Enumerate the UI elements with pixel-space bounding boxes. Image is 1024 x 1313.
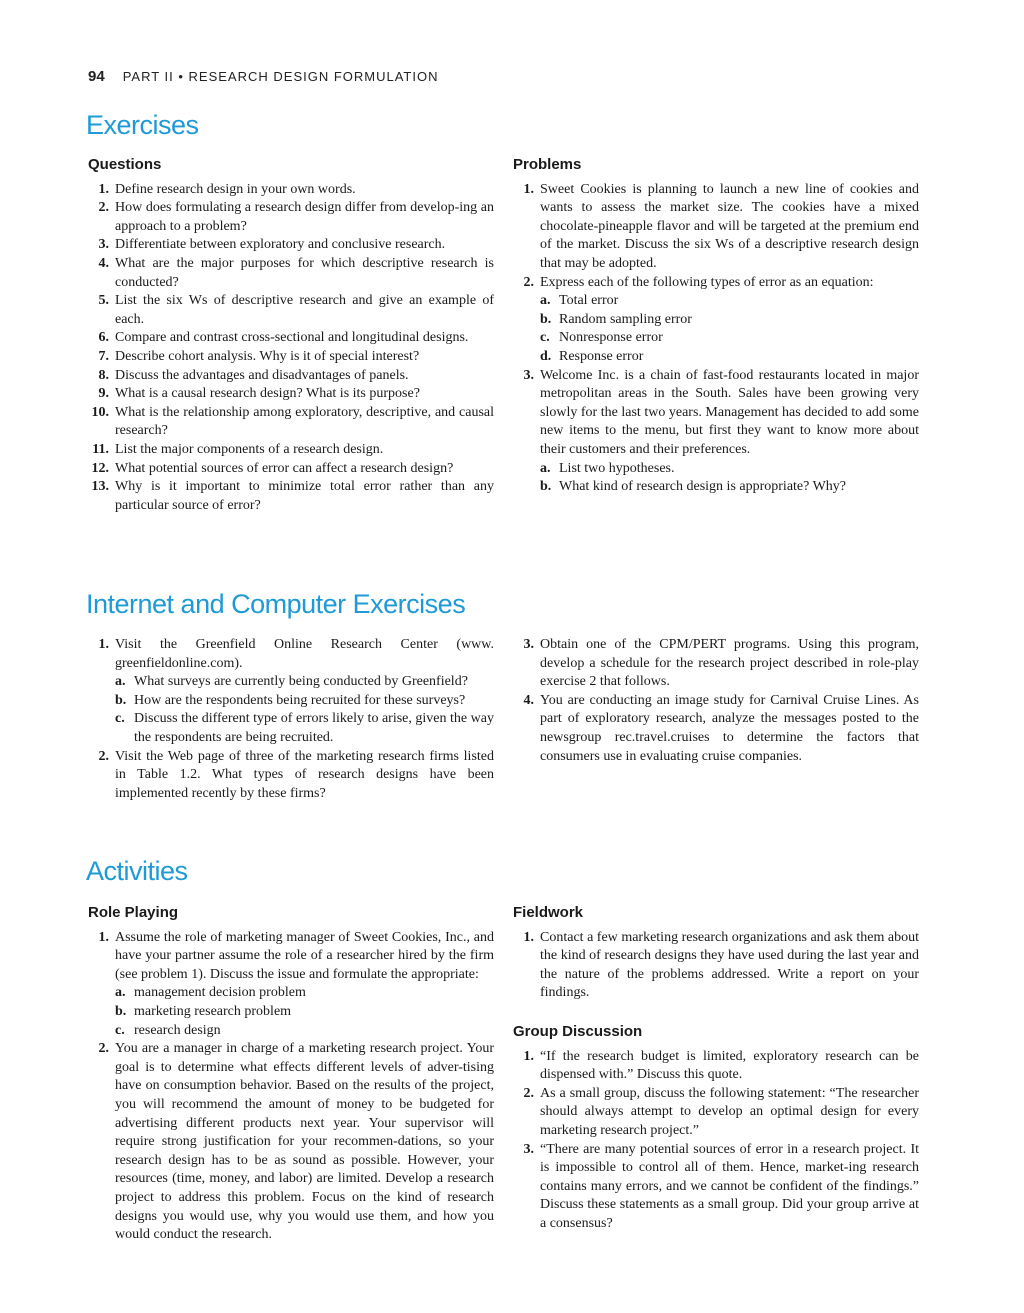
item-text: What potential sources of error can affect a research design?	[115, 460, 454, 476]
questions-list	[88, 181, 494, 516]
item-text: Visit the Greenfield Online Research Center (www. greenfieldonline.com).	[115, 637, 494, 671]
list-item	[88, 255, 494, 292]
internet-exercises-title: Internet and Computer Exercises	[86, 589, 466, 619]
item-number: 1.	[523, 1048, 534, 1064]
item-number: 13.	[91, 479, 109, 495]
sub-item-letter: b.	[540, 479, 552, 495]
sub-list-item	[115, 1003, 494, 1022]
role-playing-list	[88, 929, 494, 1245]
sub-list	[115, 984, 494, 1040]
questions-heading: Questions	[88, 156, 162, 173]
item-number: 6.	[98, 330, 109, 346]
sub-item-text: Total error	[559, 293, 619, 309]
item-number: 12.	[91, 460, 109, 476]
sub-item-letter: b.	[115, 692, 127, 708]
item-text: List the major components of a research design.	[115, 441, 384, 457]
sub-item-letter: a.	[540, 293, 551, 309]
sub-list-item	[115, 984, 494, 1003]
running-title: PART II • RESEARCH DESIGN FORMULATION	[122, 69, 439, 84]
item-text: Obtain one of the CPM/PERT programs. Using this program, develop a schedule for the research project described in role-play exercise 2 that follows.	[540, 637, 919, 690]
list-item	[513, 274, 919, 367]
list-item	[513, 636, 919, 692]
item-text: Why is it important to minimize total error rather than any particular source of error?	[115, 479, 494, 513]
item-number: 5.	[98, 293, 109, 309]
item-text: Assume the role of marketing manager of Sweet Cookies, Inc., and have your partner assume the role of a researcher hired by the firm (see problem 1). Discuss the issue and formulate the appropriate:	[115, 929, 494, 982]
sub-list	[115, 673, 494, 747]
list-item	[88, 1040, 494, 1245]
page-number: 94	[88, 68, 105, 85]
list-item	[88, 367, 494, 386]
item-text: Contact a few marketing research organizations and ask them about the kind of research designs they have used during the last year and the nature of the problems addressed. Write a report on your findings.	[540, 929, 919, 1001]
sub-item-text: Response error	[559, 348, 644, 364]
sub-item-text: research design	[134, 1022, 221, 1038]
fieldwork-list	[513, 929, 919, 1003]
list-item	[88, 385, 494, 404]
list-item	[513, 181, 919, 274]
item-number: 1.	[98, 929, 109, 945]
list-item	[88, 478, 494, 515]
item-number: 1.	[523, 181, 534, 197]
item-number: 11.	[92, 441, 109, 457]
item-number: 9.	[98, 386, 109, 402]
item-text: As a small group, discuss the following statement: “The researcher should always attempt to develop an optimal design for every marketing research project.”	[540, 1085, 919, 1138]
problems-column	[513, 156, 919, 497]
sub-list-item	[540, 329, 919, 348]
sub-item-letter: c.	[540, 330, 550, 346]
role-playing-column	[88, 904, 494, 1245]
sub-item-text: Nonresponse error	[559, 330, 663, 346]
item-number: 1.	[98, 637, 109, 652]
sub-item-letter: c.	[115, 711, 125, 727]
sub-item-text: How are the respondents being recruited for these surveys?	[134, 692, 466, 708]
item-text: “If the research budget is limited, exploratory research can be dispensed with.” Discuss this quote.	[540, 1048, 919, 1083]
sub-list-item	[540, 478, 919, 497]
list-item	[88, 348, 494, 367]
sub-list-item	[115, 692, 494, 711]
activities-title: Activities	[86, 856, 188, 886]
role-playing-heading: Role Playing	[88, 904, 179, 921]
internet-list-left	[88, 636, 494, 803]
list-item	[88, 460, 494, 479]
sub-item-text: What surveys are currently being conducted by Greenfield?	[134, 674, 468, 690]
item-number: 3.	[98, 237, 109, 253]
sub-list-item	[540, 292, 919, 311]
sub-item-letter: a.	[540, 460, 551, 476]
sub-item-letter: d.	[540, 348, 552, 364]
item-number: 10.	[91, 404, 109, 420]
item-number: 8.	[98, 367, 109, 383]
item-number: 1.	[98, 181, 109, 197]
internet-right-column	[513, 636, 919, 766]
sub-list	[540, 292, 919, 366]
item-text: “There are many potential sources of error in a research project. It is impossible to control all of them. Hence, market-ing research contains many errors, and we cannot be confident of the findings.” Discuss these statements as a small group. Did your group arrive at a consensus?	[540, 1141, 919, 1231]
questions-column	[88, 156, 494, 515]
sub-list-item	[115, 673, 494, 692]
list-item	[88, 636, 494, 748]
exercises-title: Exercises	[86, 110, 199, 140]
sub-item-letter: b.	[540, 311, 552, 327]
item-text: Sweet Cookies is planning to launch a new line of cookies and wants to assess the market size. The cookies have a mixed chocolate-pineapple flavor and will be targeted at the premium end of the market. Discuss the six Ws of a descriptive research design that may be adopted.	[540, 181, 919, 271]
item-number: 3.	[523, 1141, 534, 1157]
sub-list-item	[540, 460, 919, 479]
item-text: You are conducting an image study for Carnival Cruise Lines. As part of exploratory research, analyze the messages posted to the newsgroup rec.travel.cruises to determine the factors that consumers use in evaluating cruise companies.	[540, 692, 919, 764]
item-number: 3.	[523, 637, 534, 652]
item-number: 3.	[523, 367, 534, 383]
internet-left-column	[88, 636, 494, 803]
item-number: 7.	[98, 348, 109, 364]
list-item	[88, 236, 494, 255]
list-item	[513, 367, 919, 497]
group-discussion-heading: Group Discussion	[513, 1022, 643, 1040]
list-item	[88, 181, 494, 200]
sub-list	[540, 460, 919, 497]
item-number: 2.	[98, 748, 109, 764]
problems-list	[513, 181, 919, 497]
list-item	[88, 199, 494, 236]
list-item	[88, 292, 494, 329]
item-text: Define research design in your own words.	[115, 181, 356, 197]
list-item	[513, 1048, 919, 1085]
sub-list-item	[540, 348, 919, 367]
sub-item-text: What kind of research design is appropriate? Why?	[559, 479, 847, 495]
sub-item-letter: b.	[115, 1003, 127, 1019]
item-text: What is the relationship among exploratory, descriptive, and causal research?	[115, 404, 494, 439]
fieldwork-column	[513, 904, 919, 1234]
item-number: 4.	[523, 692, 534, 708]
list-item	[513, 1085, 919, 1141]
item-text: Compare and contrast cross-sectional and longitudinal designs.	[115, 330, 469, 346]
running-header	[88, 68, 438, 85]
item-text: Welcome Inc. is a chain of fast-food restaurants located in major metropolitan areas in the South. Sales have been growing very slowly for the last two years. Management has decided to add some new items to the menu, but first they want to know more about their customers and their preferences.	[540, 367, 919, 457]
list-item	[88, 404, 494, 441]
sub-item-text: Discuss the different type of errors likely to arise, given the way the respondents are being recruited.	[134, 711, 494, 745]
sub-list-item	[115, 710, 494, 747]
list-item	[88, 929, 494, 1041]
sub-item-letter: c.	[115, 1022, 125, 1038]
sub-item-text: List two hypotheses.	[559, 460, 675, 476]
list-item	[513, 692, 919, 766]
item-text: Visit the Web page of three of the marketing research firms listed in Table 1.2. What types of research designs have been implemented recently by these firms?	[115, 748, 494, 801]
item-text: Express each of the following types of error as an equation:	[540, 274, 874, 290]
list-item	[513, 929, 919, 1003]
sub-list-item	[115, 1022, 494, 1041]
item-number: 2.	[523, 1085, 534, 1101]
sub-item-text: marketing research problem	[134, 1003, 292, 1019]
item-number: 4.	[98, 255, 109, 271]
list-item	[513, 1141, 919, 1234]
list-item	[88, 441, 494, 460]
sub-item-letter: a.	[115, 674, 126, 690]
item-text: Describe cohort analysis. Why is it of special interest?	[115, 348, 420, 364]
item-text: Discuss the advantages and disadvantages of panels.	[115, 367, 409, 383]
item-number: 2.	[523, 274, 534, 290]
item-number: 2.	[98, 1041, 109, 1057]
list-item	[88, 329, 494, 348]
group-discussion-list	[513, 1048, 919, 1234]
sub-item-letter: a.	[115, 985, 126, 1001]
item-text: You are a manager in charge of a marketing research project. Your goal is to determine what effects different levels of adver-tising have on consumption behavior. Based on the results of the project, you will recommend the amount of money to be budgeted for advertising different products next year. Your supervisor will require strong justification for your recommen-dations, so your research design has to be as sound as possible. However, your resources (time, money, and labor) are limited. Develop a research project to address this problem. Focus on the kind of research designs you would use, why you would use them, and how you would conduct the research.	[115, 1041, 494, 1243]
problems-heading: Problems	[513, 156, 582, 173]
item-text: How does formulating a research design differ from develop-ing an approach to a problem?	[115, 200, 494, 234]
internet-list-right	[513, 636, 919, 766]
item-text: What is a causal research design? What is its purpose?	[115, 386, 420, 402]
sub-item-text: management decision problem	[134, 985, 306, 1001]
item-text: What are the major purposes for which descriptive research is conducted?	[115, 255, 494, 290]
item-text: Differentiate between exploratory and conclusive research.	[115, 237, 446, 253]
item-text: List the six Ws of descriptive research and give an example of each.	[115, 293, 494, 327]
sub-item-text: Random sampling error	[559, 311, 692, 327]
sub-list-item	[540, 311, 919, 330]
item-number: 2.	[98, 200, 109, 216]
fieldwork-heading: Fieldwork	[513, 904, 584, 921]
item-number: 1.	[523, 929, 534, 945]
list-item	[88, 748, 494, 804]
